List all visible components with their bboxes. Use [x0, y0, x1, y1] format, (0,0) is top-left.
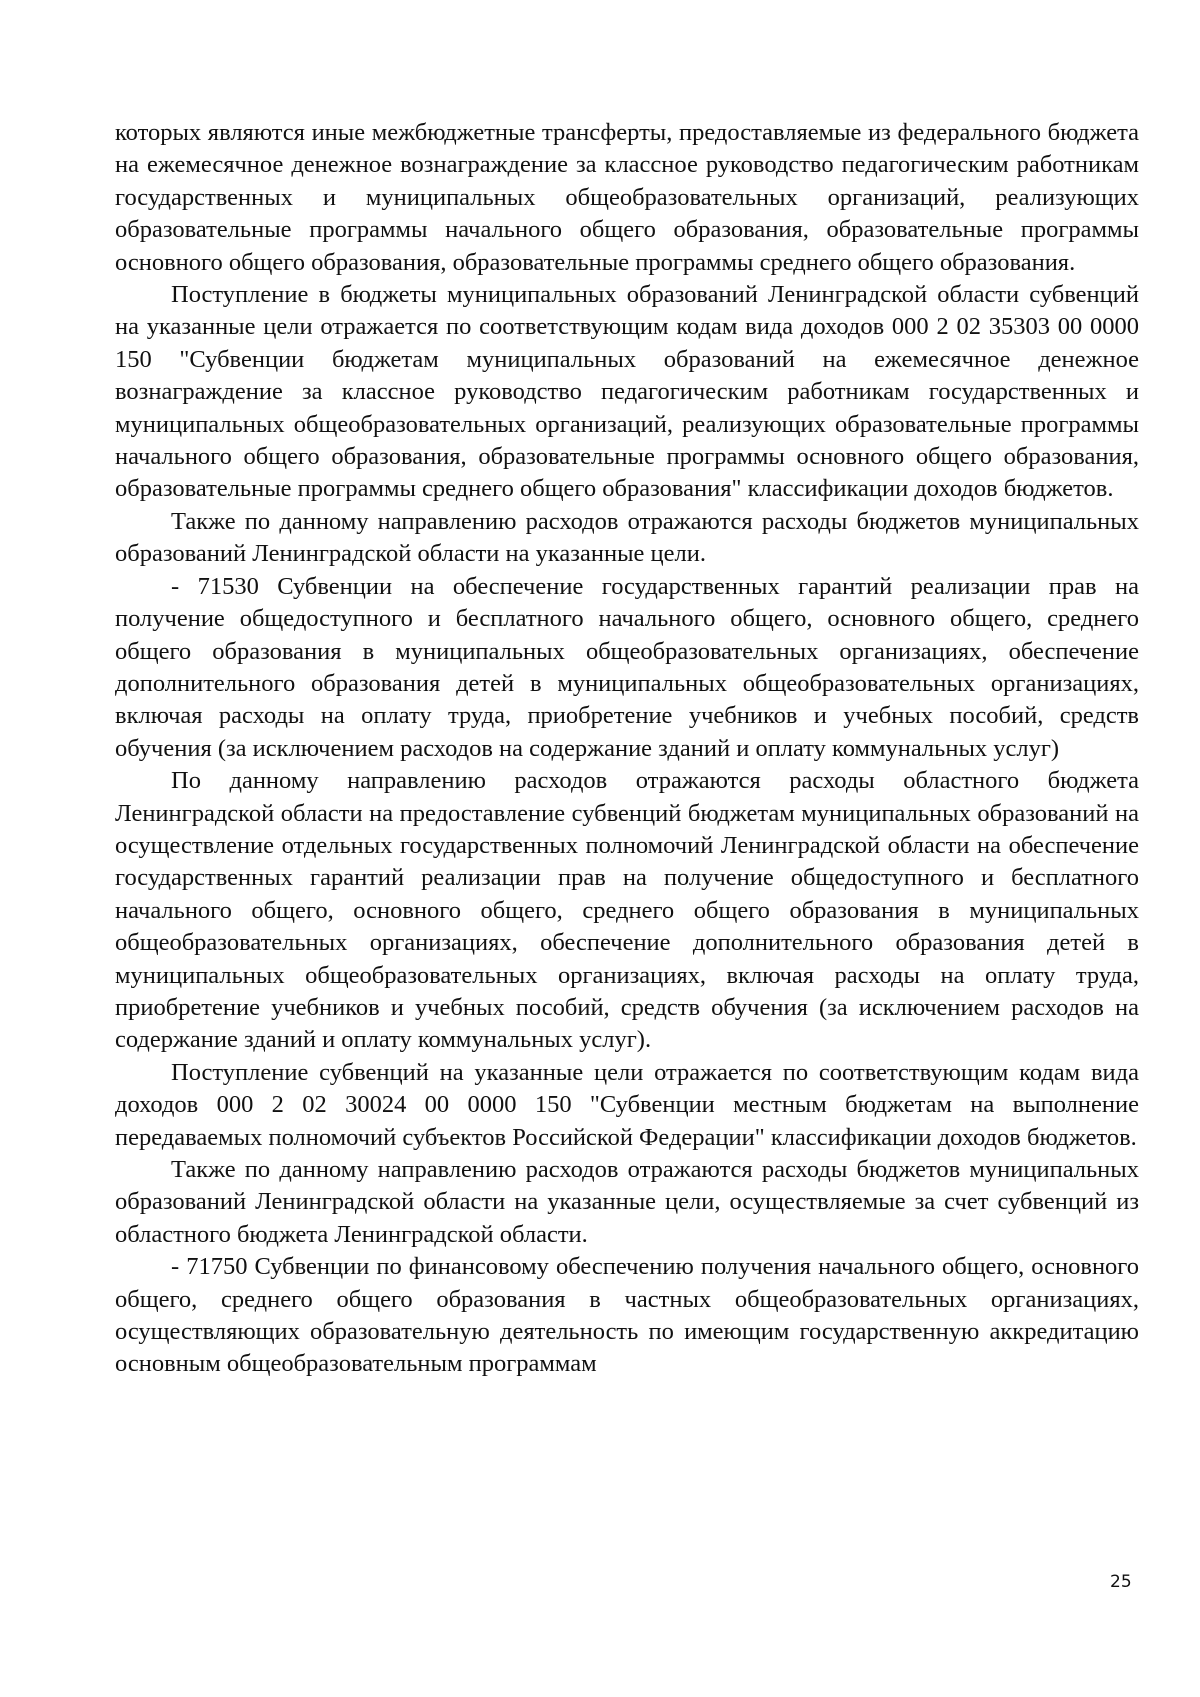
page-number: 25 [1110, 1572, 1132, 1592]
paragraph-municipal-expenses-subvention: Также по данному направлению расходов отражаются расходы бюджетов муниципальных образований Ленинградской области на указанные цели, осуществляемые за счет субвенций из областного бюджета Ленинградской области. [115, 1156, 1139, 1248]
paragraph-continuation: которых являются иные межбюджетные трансферты, предоставляемые из федерального бюджета на ежемесячное денежное вознаграждение за классное руководство педагогическим работникам государственных и муниципальных общеобразовательных организаций, реализующих образовательные программы начального общего образования, образовательные программы основного общего образования, образовательные программы среднего общего образования. [115, 119, 1139, 276]
list-item-71750: - 71750 Субвенции по финансовому обеспечению получения начального общего, основного общего, среднего общего образования в частных общеобразовательных организациях, осуществляющих образовательную деятельность по имеющим государственную аккредитацию основным общеобразовательным программам [115, 1253, 1139, 1378]
document-body [115, 117, 1139, 1381]
paragraph-regional-expenses: По данному направлению расходов отражаются расходы областного бюджета Ленинградской области на предоставление субвенций бюджетам муниципальных образований на осуществление отдельных государственных полномочий Ленинградской области на обеспечение государственных гарантий реализации прав на получение общедоступного и бесплатного начального общего, основного общего, среднего общего образования в муниципальных общеобразовательных организациях, обеспечение дополнительного образования детей в муниципальных общеобразовательных организациях, включая расходы на оплату труда, приобретение учебников и учебных пособий, средств обучения (за исключением расходов на содержание зданий и оплату коммунальных услуг). [115, 767, 1139, 1054]
paragraph-income-receipt: Поступление в бюджеты муниципальных образований Ленинградской области субвенций на указанные цели отражается по соответствующим кодам вида доходов 000 2 02 35303 00 0000 150 "Субвенции бюджетам муниципальных образований на ежемесячное денежное вознаграждение за классное руководство педагогическим работникам государственных и муниципальных общеобразовательных организаций, реализующих образовательные программы начального общего образования, образовательные программы основного общего образования, образовательные программы среднего общего образования" классификации доходов бюджетов. [115, 281, 1139, 503]
paragraph-municipal-expenses: Также по данному направлению расходов отражаются расходы бюджетов муниципальных образований Ленинградской области на указанные цели. [115, 507, 1139, 568]
list-item-71530: - 71530 Субвенции на обеспечение государственных гарантий реализации прав на получение общедоступного и бесплатного начального общего, основного общего, среднего общего образования в муниципальных общеобразовательных организациях, обеспечение дополнительного образования детей в муниципальных общеобразовательных организациях, включая расходы на оплату труда, приобретение учебников и учебных пособий, средств обучения (за исключением расходов на содержание зданий и оплату коммунальных услуг) [115, 572, 1139, 762]
paragraph-subvention-receipt: Поступление субвенций на указанные цели отражается по соответствующим кодам вида доходов 000 2 02 30024 00 0000 150 "Субвенции местным бюджетам на выполнение передаваемых полномочий субъектов Российской Федерации" классификации доходов бюджетов. [115, 1058, 1139, 1151]
